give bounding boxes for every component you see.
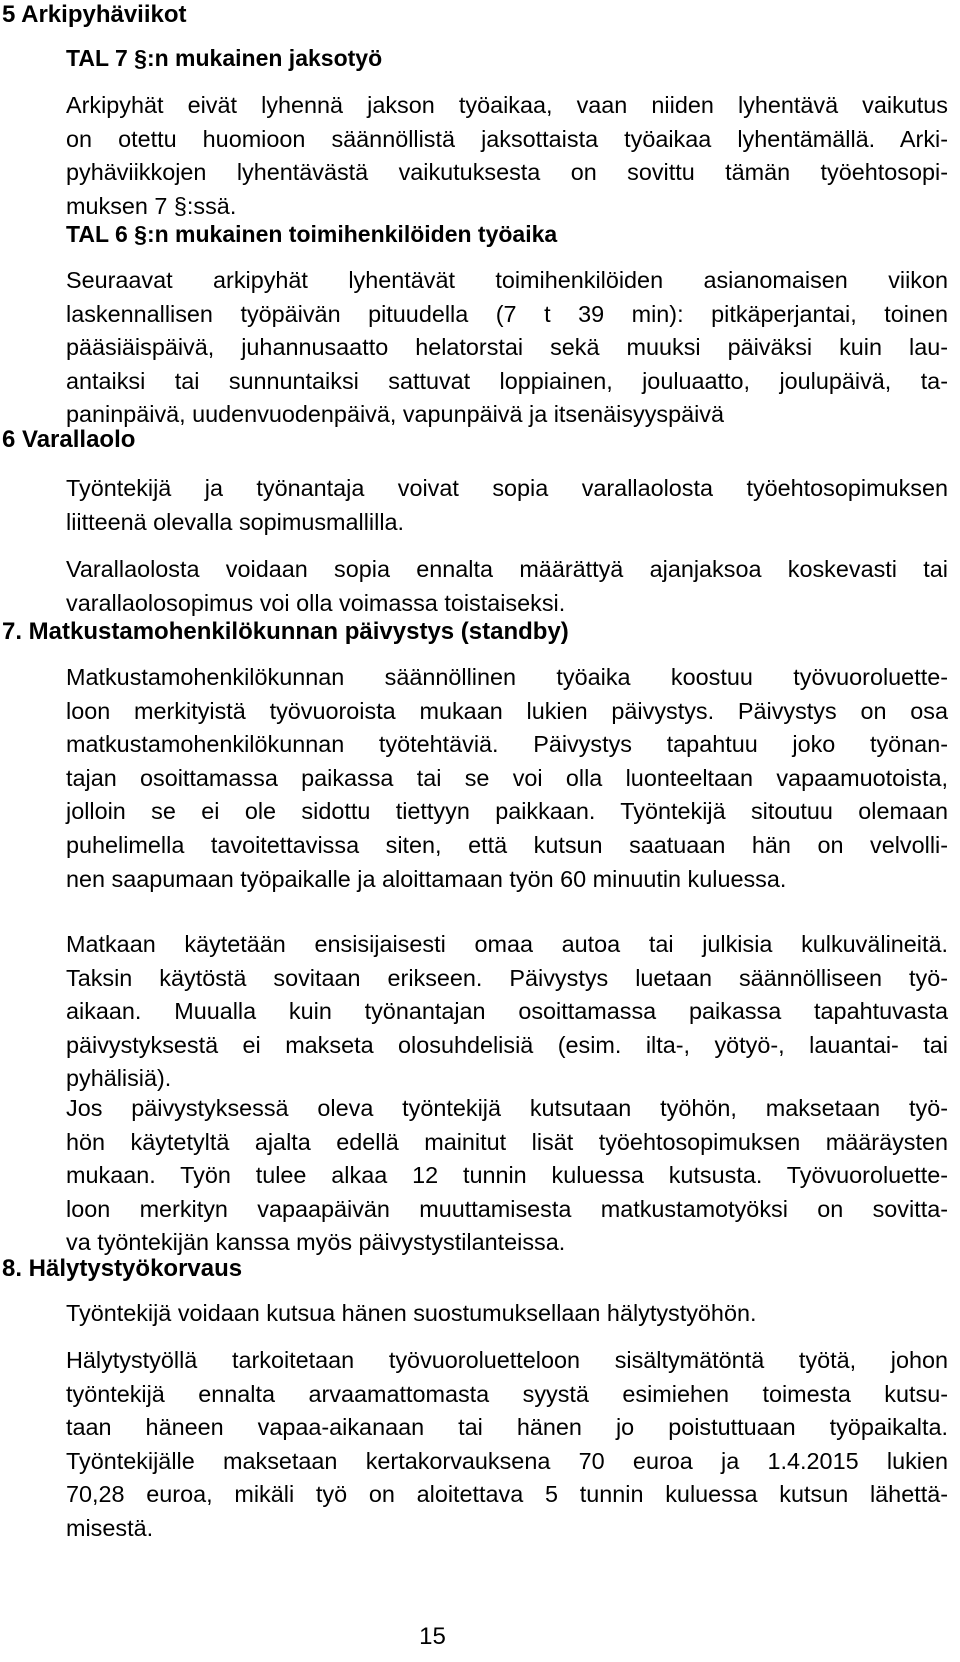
- section-5-heading: 5 Arkipyhäviikot: [2, 1, 187, 28]
- text-line: tajan osoittamassa paikassa tai se voi olla luonteeltaan vapaamuotoista,: [66, 764, 948, 791]
- section-5-tal7-paragraph: [66, 89, 948, 223]
- section-6-heading: 6 Varallaolo: [2, 426, 136, 453]
- text-line: pyhälisiä).: [66, 1065, 172, 1092]
- text-line: antaiksi tai sunnuntaiksi sattuvat loppiainen, jouluaatto, joulupäivä, ta-: [66, 367, 948, 394]
- text-line: on otettu huomioon säännöllistä jaksottaista työaikaa lyhentämällä. Arki-: [66, 125, 948, 152]
- section-8-paragraph-2: [66, 1344, 948, 1546]
- text-line: hön käytetyltä ajalta edellä mainitut lisät työehtosopimuksen määräysten: [66, 1128, 948, 1155]
- text-line: Työntekijä ja työnantaja voivat sopia varallaolosta työehtosopimuksen: [66, 475, 948, 501]
- text-line: taan häneen vapaa-aikanaan tai hänen jo poistuttuaan työpaikalta.: [66, 1414, 948, 1441]
- text-line: varallaolosopimus voi olla voimassa toistaiseksi.: [66, 589, 566, 616]
- text-line: puhelimella tavoitettavissa siten, että kutsun saatuaan hän on velvolli-: [66, 831, 948, 858]
- section-8-heading: 8. Hälytystyökorvaus: [2, 1255, 243, 1282]
- text-line: nen saapumaan työpaikalle ja aloittamaan työn 60 minuutin kuluessa.: [66, 865, 787, 892]
- text-line: matkustamohenkilökunnan työtehtäviä. Päivystys tapahtuu joko työnan-: [66, 731, 948, 758]
- section-8-paragraph-1: [66, 1297, 948, 1331]
- text-line: mukaan. Työn tulee alkaa 12 tunnin kuluessa kutsusta. Työvuoroluette-: [66, 1162, 948, 1189]
- text-line: va työntekijän kanssa myös päivystystilanteissa.: [66, 1229, 566, 1256]
- text-line: Taksin käytöstä sovitaan erikseen. Päivystys luetaan säännölliseen työ-: [66, 964, 948, 991]
- section-7-paragraph-1: [66, 661, 948, 896]
- text-line: päivystyksestä ei makseta olosuhdelisiä (esim. ilta-, yötyö-, lauantai- tai: [66, 1031, 948, 1058]
- text-line: Jos päivystyksessä oleva työntekijä kutsutaan työhön, maksetaan työ-: [66, 1095, 948, 1121]
- page-number: 15: [419, 1623, 446, 1650]
- text-line: pyhäviikkojen lyhentävästä vaikutuksesta on sovittu tämän työehtosopi-: [66, 159, 948, 186]
- text-line: Matkustamohenkilökunnan säännöllinen työaika koostuu työvuoroluette-: [66, 664, 948, 690]
- text-line: liitteenä olevalla sopimusmallilla.: [66, 508, 405, 535]
- section-7-paragraph-3: [66, 1092, 948, 1260]
- text-line: jolloin se ei ole sidottu tiettyyn paikkaan. Työntekijä sitoutuu olemaan: [66, 798, 948, 825]
- section-6-paragraph-2: [66, 553, 948, 620]
- text-line: loon merkityn vapaapäivän muuttamisesta matkustamotyöksi on sovitta-: [66, 1195, 948, 1222]
- text-line: paninpäivä, uudenvuodenpäivä, vapunpäivä ja itsenäisyyspäivä: [66, 401, 725, 428]
- text-line: Hälytystyöllä tarkoitetaan työvuoroluetteloon sisältymätöntä työtä, johon: [66, 1347, 948, 1373]
- section-6-paragraph-1: [66, 472, 948, 539]
- section-5-subheading-tal7: TAL 7 §:n mukainen jaksotyö: [66, 45, 383, 71]
- section-7-paragraph-2: [66, 928, 948, 1096]
- text-line: Työntekijälle maksetaan kertakorvauksena 70 euroa ja 1.4.2015 lukien: [66, 1447, 948, 1474]
- text-line: Matkaan käytetään ensisijaisesti omaa autoa tai julkisia kulkuvälineitä.: [66, 931, 948, 957]
- text-line: Työntekijä voidaan kutsua hänen suostumuksellaan hälytystyöhön.: [66, 1300, 757, 1326]
- text-line: aikaan. Muualla kuin työnantajan osoittamassa paikassa tapahtuvasta: [66, 998, 948, 1025]
- text-line: pääsiäispäivä, juhannusaatto helatorstai sekä muuksi päiväksi kuin lau-: [66, 334, 948, 361]
- text-line: työntekijä ennalta arvaamattomasta syystä esimiehen toimesta kutsu-: [66, 1380, 948, 1407]
- section-5-tal6-paragraph: [66, 264, 948, 432]
- text-line: muksen 7 §:ssä.: [66, 192, 237, 219]
- section-5-subheading-tal6: TAL 6 §:n mukainen toimihenkilöiden työaika: [66, 221, 558, 247]
- text-line: 70,28 euroa, mikäli työ on aloitettava 5 tunnin kuluessa kutsun lähettä-: [66, 1481, 948, 1508]
- section-7-heading: 7. Matkustamohenkilökunnan päivystys (standby): [2, 618, 569, 645]
- text-line: misestä.: [66, 1514, 154, 1541]
- text-line: Seuraavat arkipyhät lyhentävät toimihenkilöiden asianomaisen viikon: [66, 267, 948, 293]
- text-line: Arkipyhät eivät lyhennä jakson työaikaa, vaan niiden lyhentävä vaikutus: [66, 92, 948, 118]
- text-line: laskennallisen työpäivän pituudella (7 t 39 min): pitkäperjantai, toinen: [66, 300, 948, 327]
- text-line: loon merkityistä työvuoroista mukaan lukien päivystys. Päivystys on osa: [66, 697, 948, 724]
- text-line: Varallaolosta voidaan sopia ennalta määrättyä ajanjaksoa koskevasti tai: [66, 556, 948, 582]
